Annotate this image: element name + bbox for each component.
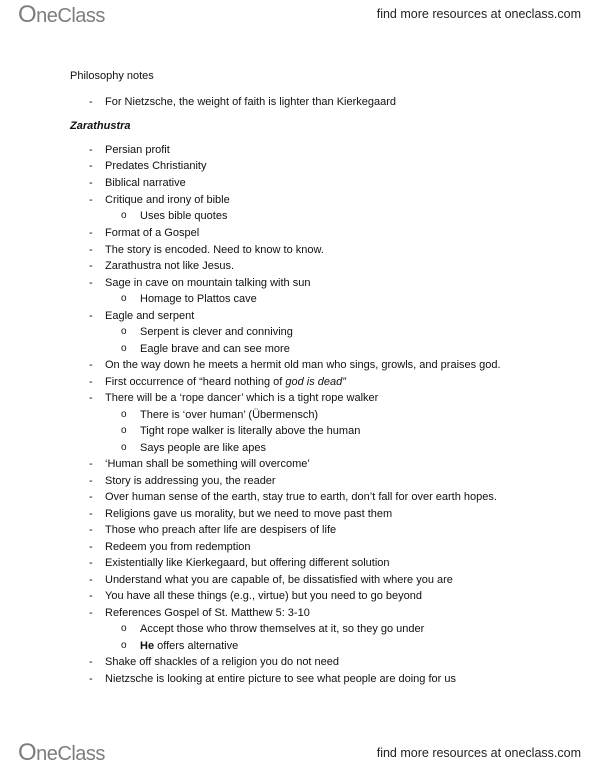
list-item: - Understand what you are capable of, be dissatisfied with where you are [89, 574, 453, 586]
list-item: - Nietzsche is looking at entire picture to see what people are doing for us [89, 673, 456, 685]
oneclass-logo-footer: OneClass [18, 739, 105, 766]
list-item: - The story is encoded. Need to know to know. [89, 244, 324, 256]
list-item: - On the way down he meets a hermit old man who sings, growls, and praises god. [89, 359, 501, 371]
sub-list-item: o Tight rope walker is literally above the human [121, 425, 361, 437]
list-item: - ‘Human shall be something will overcome’ [89, 458, 310, 470]
list-item: - Shake off shackles of a religion you do not need [89, 656, 340, 668]
header-link[interactable]: find more resources at oneclass.com [376, 7, 581, 21]
footer-link[interactable]: find more resources at oneclass.com [376, 746, 581, 760]
list-item: - You have all these things (e.g., virtue) but you need to go beyond [89, 590, 422, 602]
list-item: - Eagle and serpent [89, 310, 195, 322]
list-item: - Persian profit [89, 144, 170, 156]
section-heading: Zarathustra [70, 120, 131, 132]
sub-list-item: o Eagle brave and can see more [121, 343, 290, 355]
list-item: - Biblical narrative [89, 177, 186, 189]
list-item: - Existentially like Kierkegaard, but offering different solution [89, 557, 390, 569]
list-item: - Story is addressing you, the reader [89, 475, 276, 487]
list-item: - Zarathustra not like Jesus. [89, 260, 235, 272]
sub-list-item: o Uses bible quotes [121, 210, 228, 222]
sub-list-item: o Says people are like apes [121, 442, 266, 454]
sub-list-item: o There is ‘over human’ (Übermensch) [121, 409, 319, 421]
list-item: - Those who preach after life are despisers of life [89, 524, 337, 536]
oneclass-logo: OneClass [18, 1, 105, 28]
list-item: - There will be a ‘rope dancer’ which is a tight rope walker [89, 392, 379, 404]
list-item: - Format of a Gospel [89, 227, 200, 239]
list-item: - Redeem you from redemption [89, 541, 251, 553]
list-item: - Critique and irony of bible [89, 194, 230, 206]
sub-list-item: o He offers alternative [121, 640, 239, 652]
list-item: - Predates Christianity [89, 160, 207, 172]
list-item: - For Nietzsche, the weight of faith is lighter than Kierkegaard [89, 96, 397, 108]
sub-list-item: o Accept those who throw themselves at it, so they go under [121, 623, 425, 635]
page-title: Philosophy notes [70, 70, 154, 82]
sub-list-item: o Homage to Plattos cave [121, 293, 257, 305]
sub-list-item: o Serpent is clever and conniving [121, 326, 293, 338]
list-item: - References Gospel of St. Matthew 5: 3-10 [89, 607, 310, 619]
list-item: - Sage in cave on mountain talking with sun [89, 277, 311, 289]
list-item: - Over human sense of the earth, stay true to earth, don’t fall for over earth hopes. [89, 491, 497, 503]
list-item: - Religions gave us morality, but we need to move past them [89, 508, 393, 520]
list-item: - First occurrence of “heard nothing of god is dead” [89, 376, 346, 388]
